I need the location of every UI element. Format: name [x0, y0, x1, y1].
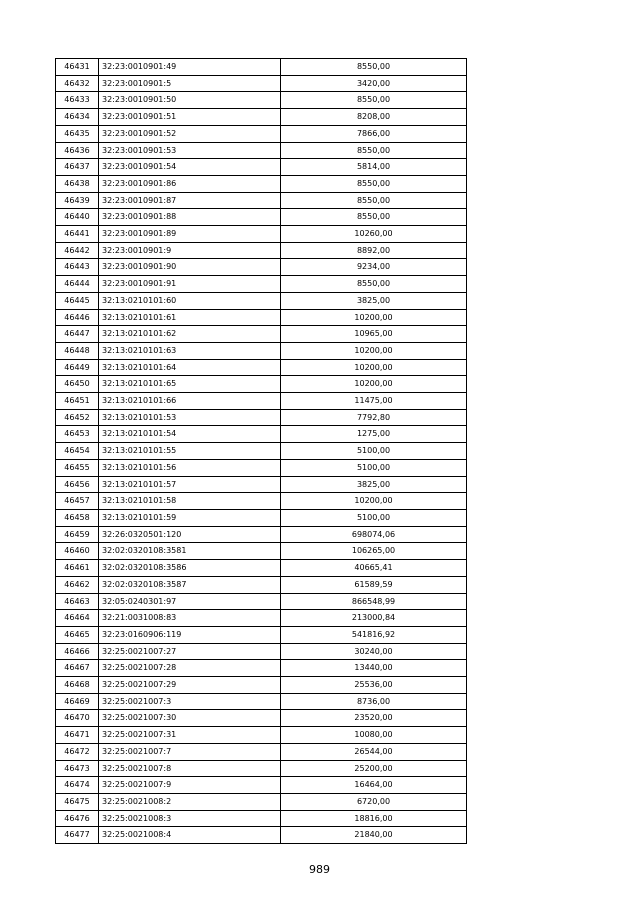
row-number: 46468 [56, 677, 99, 694]
table-row [56, 543, 467, 560]
cadastral-value: 213000,84 [281, 610, 467, 627]
table-row [56, 142, 467, 159]
row-number: 46443 [56, 259, 99, 276]
cadastral-value: 5100,00 [281, 509, 467, 526]
row-number: 46449 [56, 359, 99, 376]
cadastral-value: 8550,00 [281, 59, 467, 76]
cadastral-value: 10200,00 [281, 376, 467, 393]
table-row [56, 125, 467, 142]
row-number: 46450 [56, 376, 99, 393]
page-number: 989 [309, 863, 330, 876]
table-row [56, 827, 467, 844]
cadastral-value: 40665,41 [281, 560, 467, 577]
cadastral-number: 32:25:0021007:30 [99, 710, 281, 727]
row-number: 46474 [56, 777, 99, 794]
cadastral-value: 8550,00 [281, 209, 467, 226]
table-row [56, 109, 467, 126]
row-number: 46475 [56, 793, 99, 810]
row-number: 46454 [56, 443, 99, 460]
table-row [56, 560, 467, 577]
cadastral-number: 32:13:0210101:63 [99, 342, 281, 359]
cadastral-value: 10260,00 [281, 226, 467, 243]
table-row [56, 576, 467, 593]
row-number: 46466 [56, 643, 99, 660]
row-number: 46458 [56, 509, 99, 526]
cadastral-number: 32:13:0210101:58 [99, 493, 281, 510]
cadastral-value: 5814,00 [281, 159, 467, 176]
table-row [56, 59, 467, 76]
cadastral-value: 541816,92 [281, 626, 467, 643]
cadastral-value: 698074,06 [281, 526, 467, 543]
row-number: 46470 [56, 710, 99, 727]
table-row [56, 342, 467, 359]
cadastral-number: 32:25:0021007:3 [99, 693, 281, 710]
cadastral-number: 32:13:0210101:54 [99, 426, 281, 443]
cadastral-value: 23520,00 [281, 710, 467, 727]
cadastral-number: 32:13:0210101:65 [99, 376, 281, 393]
cadastral-number: 32:13:0210101:62 [99, 326, 281, 343]
cadastral-number: 32:23:0010901:49 [99, 59, 281, 76]
table-row [56, 777, 467, 794]
cadastral-value: 13440,00 [281, 660, 467, 677]
table-row [56, 359, 467, 376]
cadastral-value: 10200,00 [281, 309, 467, 326]
row-number: 46471 [56, 727, 99, 744]
cadastral-number: 32:23:0010901:51 [99, 109, 281, 126]
row-number: 46433 [56, 92, 99, 109]
cadastral-number: 32:25:0021008:3 [99, 810, 281, 827]
row-number: 46465 [56, 626, 99, 643]
cadastral-number: 32:23:0010901:86 [99, 175, 281, 192]
cadastral-number: 32:05:0240301:97 [99, 593, 281, 610]
row-number: 46473 [56, 760, 99, 777]
row-number: 46445 [56, 292, 99, 309]
cadastral-number: 32:23:0010901:89 [99, 226, 281, 243]
table-row [56, 443, 467, 460]
cadastral-value: 8550,00 [281, 92, 467, 109]
table-row [56, 426, 467, 443]
table-row [56, 376, 467, 393]
cadastral-value: 8208,00 [281, 109, 467, 126]
cadastral-number: 32:25:0021008:2 [99, 793, 281, 810]
cadastral-number: 32:02:0320108:3587 [99, 576, 281, 593]
table-row [56, 526, 467, 543]
row-number: 46438 [56, 175, 99, 192]
table-row [56, 409, 467, 426]
cadastral-value: 6720,00 [281, 793, 467, 810]
table-row [56, 493, 467, 510]
row-number: 46440 [56, 209, 99, 226]
table-row [56, 192, 467, 209]
cadastral-number: 32:23:0010901:87 [99, 192, 281, 209]
cadastral-number: 32:13:0210101:59 [99, 509, 281, 526]
cadastral-value: 8736,00 [281, 693, 467, 710]
table-row [56, 393, 467, 410]
cadastral-value: 3420,00 [281, 75, 467, 92]
cadastral-value: 8550,00 [281, 276, 467, 293]
row-number: 46463 [56, 593, 99, 610]
cadastral-number: 32:23:0160906:119 [99, 626, 281, 643]
table-row [56, 643, 467, 660]
cadastral-number: 32:25:0021007:9 [99, 777, 281, 794]
cadastral-value: 10200,00 [281, 359, 467, 376]
cadastral-number: 32:23:0010901:50 [99, 92, 281, 109]
cadastral-value: 8892,00 [281, 242, 467, 259]
cadastral-value: 8550,00 [281, 192, 467, 209]
cadastral-value: 8550,00 [281, 142, 467, 159]
cadastral-number: 32:23:0010901:88 [99, 209, 281, 226]
cadastral-number: 32:25:0021007:7 [99, 743, 281, 760]
cadastral-number: 32:13:0210101:55 [99, 443, 281, 460]
cadastral-number: 32:25:0021007:29 [99, 677, 281, 694]
row-number: 46435 [56, 125, 99, 142]
table-row [56, 793, 467, 810]
table-row [56, 276, 467, 293]
cadastral-number: 32:23:0010901:52 [99, 125, 281, 142]
row-number: 46456 [56, 476, 99, 493]
row-number: 46442 [56, 242, 99, 259]
cadastral-value: 25200,00 [281, 760, 467, 777]
row-number: 46477 [56, 827, 99, 844]
table-row [56, 760, 467, 777]
cadastral-value: 10200,00 [281, 342, 467, 359]
row-number: 46434 [56, 109, 99, 126]
cadastral-number: 32:23:0010901:91 [99, 276, 281, 293]
cadastral-value: 18816,00 [281, 810, 467, 827]
table-row [56, 226, 467, 243]
cadastral-number: 32:23:0010901:54 [99, 159, 281, 176]
cadastral-number: 32:13:0210101:66 [99, 393, 281, 410]
table-row [56, 159, 467, 176]
cadastral-number: 32:13:0210101:57 [99, 476, 281, 493]
cadastral-number: 32:26:0320501:120 [99, 526, 281, 543]
table-row [56, 626, 467, 643]
row-number: 46451 [56, 393, 99, 410]
table-row [56, 326, 467, 343]
table-row [56, 810, 467, 827]
row-number: 46476 [56, 810, 99, 827]
table-row [56, 660, 467, 677]
cadastral-number: 32:13:0210101:61 [99, 309, 281, 326]
row-number: 46453 [56, 426, 99, 443]
cadastral-number: 32:25:0021007:8 [99, 760, 281, 777]
row-number: 46437 [56, 159, 99, 176]
table-row [56, 693, 467, 710]
cadastral-number: 32:13:0210101:60 [99, 292, 281, 309]
cadastral-number: 32:02:0320108:3586 [99, 560, 281, 577]
row-number: 46459 [56, 526, 99, 543]
cadastral-value: 61589,59 [281, 576, 467, 593]
cadastral-value: 10080,00 [281, 727, 467, 744]
row-number: 46461 [56, 560, 99, 577]
table-row [56, 309, 467, 326]
cadastral-number: 32:23:0010901:53 [99, 142, 281, 159]
cadastral-number: 32:25:0021007:27 [99, 643, 281, 660]
table-row [56, 259, 467, 276]
cadastral-number: 32:13:0210101:53 [99, 409, 281, 426]
row-number: 46457 [56, 493, 99, 510]
cadastral-value: 16464,00 [281, 777, 467, 794]
row-number: 46446 [56, 309, 99, 326]
table-row [56, 743, 467, 760]
cadastral-value: 10965,00 [281, 326, 467, 343]
row-number: 46441 [56, 226, 99, 243]
row-number: 46455 [56, 459, 99, 476]
row-number: 46432 [56, 75, 99, 92]
cadastral-number: 32:23:0010901:9 [99, 242, 281, 259]
table-row [56, 459, 467, 476]
row-number: 46460 [56, 543, 99, 560]
row-number: 46439 [56, 192, 99, 209]
table-row [56, 175, 467, 192]
row-number: 46447 [56, 326, 99, 343]
table-row [56, 677, 467, 694]
table-row [56, 292, 467, 309]
cadastral-value: 106265,00 [281, 543, 467, 560]
row-number: 46464 [56, 610, 99, 627]
table-row [56, 610, 467, 627]
cadastral-number: 32:13:0210101:56 [99, 459, 281, 476]
row-number: 46452 [56, 409, 99, 426]
cadastral-value: 866548,99 [281, 593, 467, 610]
cadastral-value: 5100,00 [281, 443, 467, 460]
row-number: 46448 [56, 342, 99, 359]
cadastral-number: 32:25:0021007:28 [99, 660, 281, 677]
table-row [56, 509, 467, 526]
table-row [56, 476, 467, 493]
row-number: 46462 [56, 576, 99, 593]
cadastral-value: 3825,00 [281, 292, 467, 309]
row-number: 46444 [56, 276, 99, 293]
table-row [56, 710, 467, 727]
cadastral-value: 10200,00 [281, 493, 467, 510]
cadastral-number: 32:23:0010901:90 [99, 259, 281, 276]
row-number: 46469 [56, 693, 99, 710]
cadastral-value: 8550,00 [281, 175, 467, 192]
table-row [56, 75, 467, 92]
cadastral-value: 9234,00 [281, 259, 467, 276]
cadastral-number: 32:25:0021007:31 [99, 727, 281, 744]
cadastral-value: 25536,00 [281, 677, 467, 694]
table-body [56, 59, 467, 844]
table-row [56, 242, 467, 259]
row-number: 46431 [56, 59, 99, 76]
cadastral-number: 32:23:0010901:5 [99, 75, 281, 92]
cadastral-value: 7792,80 [281, 409, 467, 426]
cadastral-number: 32:02:0320108:3581 [99, 543, 281, 560]
cadastral-value: 21840,00 [281, 827, 467, 844]
cadastral-value: 26544,00 [281, 743, 467, 760]
row-number: 46472 [56, 743, 99, 760]
cadastral-value: 11475,00 [281, 393, 467, 410]
cadastral-value: 30240,00 [281, 643, 467, 660]
row-number: 46467 [56, 660, 99, 677]
table-row [56, 727, 467, 744]
table-row [56, 593, 467, 610]
cadastral-value: 7866,00 [281, 125, 467, 142]
cadastral-value-table [55, 58, 467, 844]
cadastral-number: 32:25:0021008:4 [99, 827, 281, 844]
cadastral-value: 5100,00 [281, 459, 467, 476]
table-row [56, 209, 467, 226]
cadastral-number: 32:13:0210101:64 [99, 359, 281, 376]
cadastral-value: 1275,00 [281, 426, 467, 443]
cadastral-number: 32:21:0031008:83 [99, 610, 281, 627]
cadastral-value: 3825,00 [281, 476, 467, 493]
row-number: 46436 [56, 142, 99, 159]
table-row [56, 92, 467, 109]
